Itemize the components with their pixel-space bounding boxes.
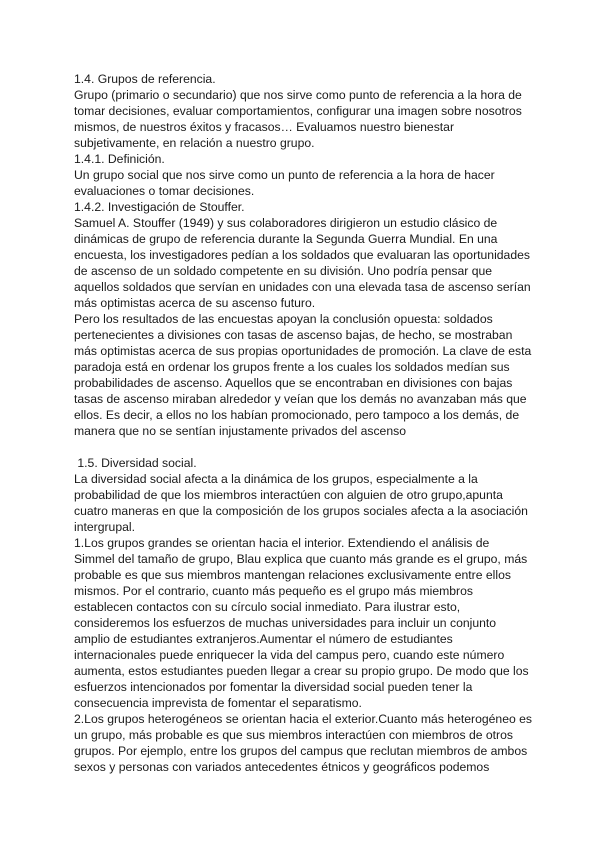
text-line: pertenecientes a divisiones con tasas de ascenso bajas, de hecho, se mostraban xyxy=(74,328,513,342)
text-line: 1.4.1. Definición. xyxy=(74,152,165,166)
text-line: 1.5. Diversidad social. xyxy=(74,456,197,470)
text-line: 1.4. Grupos de referencia. xyxy=(74,72,216,86)
text-line: Simmel del tamaño de grupo, Blau explica que cuanto más grande es el grupo, más xyxy=(74,552,528,566)
text-line: probabilidad de que los miembros interactúen con alguien de otro grupo,apunta xyxy=(74,488,503,502)
text-line: dinámicas de grupo de referencia durante la Segunda Guerra Mundial. En una xyxy=(74,232,498,246)
text-line: tasas de ascenso miraban alrededor y veían que los demás no avanzaban más que xyxy=(74,392,527,406)
text-line: paradoja está en ordenar los grupos frente a los cuales los soldados medían sus xyxy=(74,360,510,374)
text-line: encuesta, los investigadores pedían a los soldados que evaluaran las oportunidades xyxy=(74,248,530,262)
text-line: subjetivamente, en relación a nuestro grupo. xyxy=(74,136,315,150)
text-line: un grupo, más probable es que sus miembros interactúen con miembros de otros xyxy=(74,728,513,742)
text-line: Un grupo social que nos sirve como un punto de referencia a la hora de hacer xyxy=(74,168,495,182)
text-line: mismos. Por el contrario, cuanto más pequeño es el grupo más miembros xyxy=(74,584,473,598)
text-line: tomar decisiones, evaluar comportamientos, configurar una imagen sobre nosotros xyxy=(74,104,522,118)
text-line: 1.Los grupos grandes se orientan hacia el interior. Extendiendo el análisis de xyxy=(74,536,490,550)
text-line: 2.Los grupos heterogéneos se orientan hacia el exterior.Cuanto más heterogéneo es xyxy=(74,712,533,726)
text-line: aquellos soldados que servían en unidades con una elevada tasa de ascenso serían xyxy=(74,280,531,294)
text-line: mismos, de nuestros éxitos y fracasos… Evaluamos nuestro bienestar xyxy=(74,120,455,134)
document-body xyxy=(74,71,534,775)
text-line: intergrupal. xyxy=(74,520,135,534)
text-line: establecen contactos con su círculo social inmediato. Para ilustrar esto, xyxy=(74,600,461,614)
blank-line xyxy=(74,439,534,455)
text-line: probabilidades de ascenso. Aquellos que se encontraban en divisiones con bajas xyxy=(74,376,513,390)
text-line: más optimistas acerca de sus propias oportunidades de promoción. La clave de esta xyxy=(74,344,532,358)
text-line: evaluaciones o tomar decisiones. xyxy=(74,184,255,198)
text-line: probable es que sus miembros mantengan relaciones exclusivamente entre ellos xyxy=(74,568,511,582)
text-line: grupos. Por ejemplo, entre los grupos del campus que reclutan miembros de ambos xyxy=(74,744,528,758)
text-line: de ascenso de un soldado competente en su división. Uno podría pensar que xyxy=(74,264,493,278)
text-line: manera que no se sentían injustamente privados del ascenso xyxy=(74,424,406,438)
text-line: esfuerzos intencionados por fomentar la diversidad social pueden tener la xyxy=(74,680,473,694)
text-line: 1.4.2. Investigación de Stouffer. xyxy=(74,200,245,214)
text-line: Pero los resultados de las encuestas apoyan la conclusión opuesta: soldados xyxy=(74,312,493,326)
text-line: internacionales puede enriquecer la vida del campus pero, cuando este número xyxy=(74,648,505,662)
text-line: Samuel A. Stouffer (1949) y sus colaboradores dirigieron un estudio clásico de xyxy=(74,216,498,230)
text-line: cuatro maneras en que la composición de los grupos sociales afecta a la asociación xyxy=(74,504,528,518)
text-line: aumenta, estos estudiantes pueden llegar a crear su propio grupo. De modo que los xyxy=(74,664,529,678)
text-line: ellos. Es decir, a ellos no los habían promocionado, pero tampoco a los demás, de xyxy=(74,408,520,422)
text-line: consecuencia imprevista de fomentar el separatismo. xyxy=(74,696,362,710)
text-line: consideremos los esfuerzos de muchas universidades para incluir un conjunto xyxy=(74,616,497,630)
text-line: más optimistas acerca de su ascenso futuro. xyxy=(74,296,316,310)
text-line: La diversidad social afecta a la dinámica de los grupos, especialmente a la xyxy=(74,472,478,486)
text-line: Grupo (primario o secundario) que nos sirve como punto de referencia a la hora de xyxy=(74,88,522,102)
text-line: sexos y personas con variados antecedentes étnicos y geográficos podemos xyxy=(74,760,490,774)
text-line: amplio de estudiantes extranjeros.Aumentar el número de estudiantes xyxy=(74,632,453,646)
